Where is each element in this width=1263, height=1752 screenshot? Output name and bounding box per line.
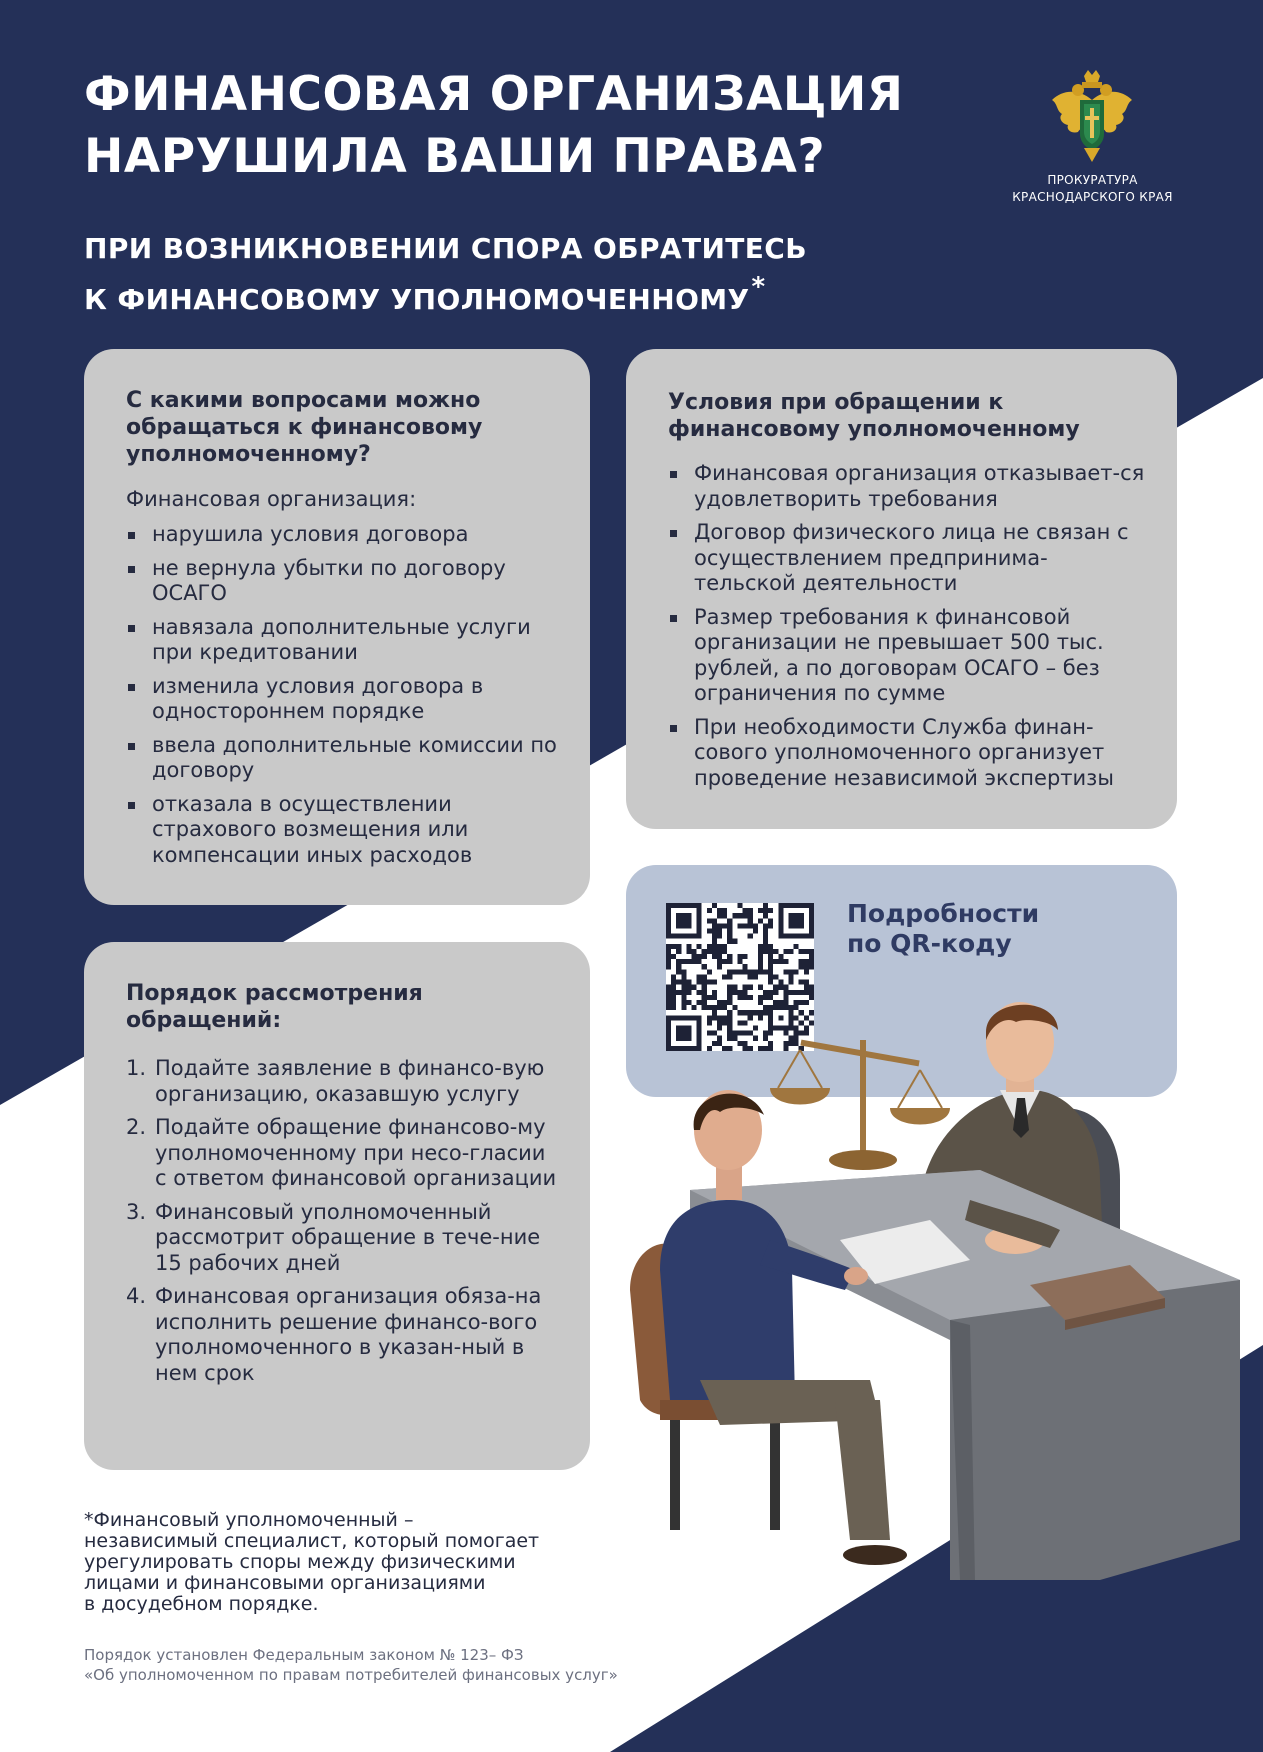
qr-label-line-1: Подробности bbox=[847, 899, 1040, 928]
step-item bbox=[126, 1115, 562, 1192]
conditions-list bbox=[668, 461, 1149, 791]
title-line-2: НАРУШИЛА ВАШИ ПРАВА? bbox=[84, 129, 826, 184]
subtitle-line-2: К ФИНАНСОВОМУ УПОЛНОМОЧЕННОМУ bbox=[84, 283, 750, 316]
footnote bbox=[84, 1510, 604, 1615]
step-item bbox=[126, 1284, 562, 1386]
org-label-line-2: КРАСНОДАРСКОГО КРАЯ bbox=[1012, 190, 1173, 204]
footnote-mark: * bbox=[751, 272, 766, 302]
title-line-1: ФИНАНСОВАЯ ОРГАНИЗАЦИЯ bbox=[84, 67, 904, 122]
step-number: 1. bbox=[126, 1056, 147, 1080]
questions-lead: Финансовая организация: bbox=[126, 487, 417, 511]
conditions-heading: Условия при обращении к финансовому уполномоченному bbox=[668, 390, 1080, 442]
list-item: отказала в осуществлении страхового возмещения или компенсации иных расходов bbox=[126, 792, 560, 869]
qr-label bbox=[847, 899, 1039, 959]
subtitle-line-1: ПРИ ВОЗНИКНОВЕНИИ СПОРА ОБРАТИТЕСЬ bbox=[84, 232, 807, 265]
step-number: 4. bbox=[126, 1284, 147, 1308]
law-line: «Об уполномоченном по правам потребителей финансовых услуг» bbox=[84, 1666, 618, 1684]
list-item: Договор физического лица не связан с осуществлением предпринима-тельской деятельности bbox=[668, 520, 1149, 597]
procedure-heading: Порядок рассмотрения обращений: bbox=[126, 981, 423, 1033]
list-item: навязала дополнительные услуги при кредитовании bbox=[126, 615, 560, 666]
double-headed-eagle-emblem-icon bbox=[1048, 70, 1136, 162]
footnote-line: *Финансовый уполномоченный – bbox=[84, 1509, 414, 1531]
step-text: Финансовая организация обяза-на исполнить решение финансо-вого уполномоченного в указан-ный в нем срок bbox=[155, 1284, 542, 1385]
step-number: 3. bbox=[126, 1199, 147, 1224]
law-reference bbox=[84, 1645, 704, 1685]
page-subtitle bbox=[84, 230, 807, 319]
page-title bbox=[84, 64, 903, 188]
list-item: Размер требования к финансовой организации не превышает 500 тыс. рублей, а по договорам ОСАГО – без ограничения по сумме bbox=[668, 605, 1149, 707]
footnote-line: лицами и финансовыми организациями bbox=[84, 1572, 486, 1594]
footnote-line: урегулировать споры между физическими bbox=[84, 1551, 516, 1573]
procedure-steps bbox=[126, 1056, 562, 1386]
procedure-card bbox=[84, 942, 590, 1470]
list-item: При необходимости Служба финан-сового уполномоченного организует проведение независимой экспертизы bbox=[668, 715, 1149, 792]
list-item: нарушила условия договора bbox=[126, 522, 560, 548]
consultation-at-desk-illustration bbox=[620, 980, 1240, 1580]
step-text: Подайте обращение финансово-му уполномоченному при несо-гласии с ответом финансовой организации bbox=[155, 1115, 557, 1190]
questions-heading: С какими вопросами можно обращаться к финансовому уполномоченному? bbox=[126, 388, 483, 467]
org-label-line-1: ПРОКУРАТУРА bbox=[1047, 173, 1138, 187]
list-item: Финансовая организация отказывает-ся удовлетворить требования bbox=[668, 461, 1149, 512]
law-line: Порядок установлен Федеральным законом № 123– ФЗ bbox=[84, 1646, 524, 1664]
questions-list bbox=[126, 522, 560, 868]
step-number: 2. bbox=[126, 1115, 147, 1139]
qr-label-line-2: по QR-коду bbox=[847, 929, 1012, 958]
step-item bbox=[126, 1200, 562, 1277]
step-text: Финансовый уполномоченный рассмотрит обращение в тече-ние 15 рабочих дней bbox=[155, 1199, 541, 1275]
list-item: не вернула убытки по договору ОСАГО bbox=[126, 556, 560, 607]
questions-card bbox=[84, 349, 590, 905]
conditions-card bbox=[626, 349, 1177, 829]
step-text: Подайте заявление в финансо-вую организацию, оказавшую услугу bbox=[155, 1056, 545, 1106]
step-item bbox=[126, 1056, 562, 1107]
list-item: ввела дополнительные комиссии по договору bbox=[126, 733, 560, 784]
footnote-line: в досудебном порядке. bbox=[84, 1593, 319, 1615]
footnote-line: независимый специалист, который помогает bbox=[84, 1530, 540, 1552]
list-item: изменила условия договора в одностороннем порядке bbox=[126, 674, 560, 725]
organization-label bbox=[990, 172, 1195, 206]
